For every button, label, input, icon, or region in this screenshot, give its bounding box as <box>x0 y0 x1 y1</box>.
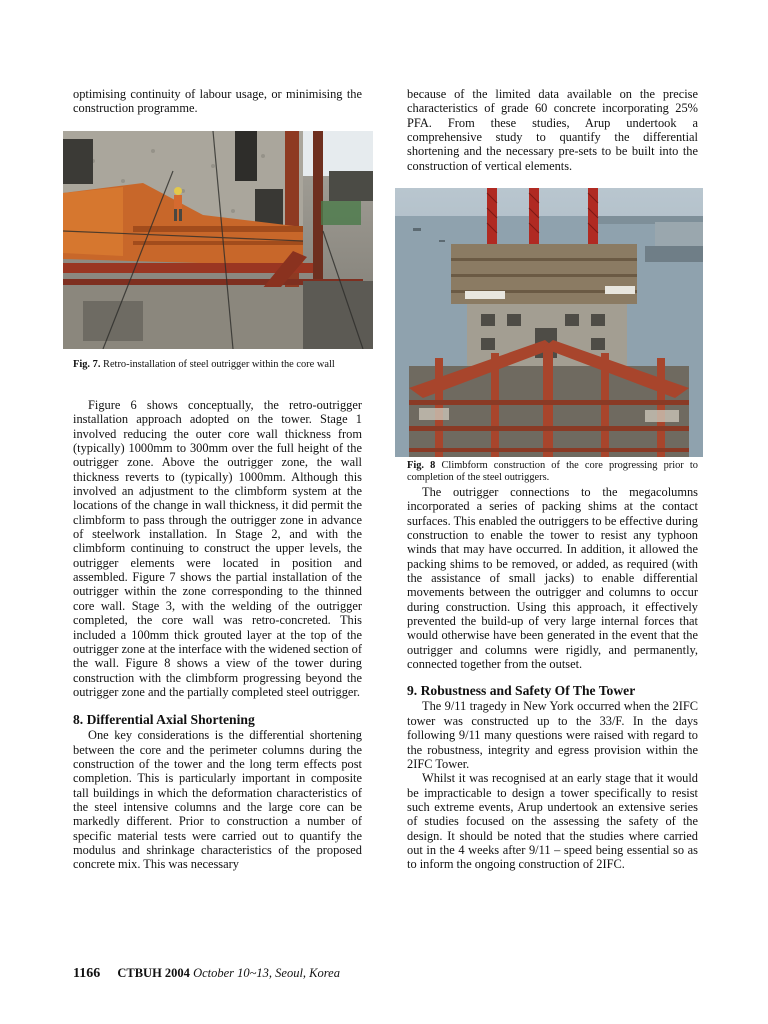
figure-7-caption <box>73 359 362 371</box>
paragraph-continuation-left: optimising continuity of labour usage, or minimising the construction programme. <box>73 87 362 116</box>
paragraph-whilst: Whilst it was recognised at an early stage that it would be impracticable to design a tower specifically to resist such extreme events, Arup undertook an extensive series of studies focused on the assessing the safety of the design. It should be noted that the studies where carried out in the 4 weeks after 9/11 – speed being essential so as to inform the ongoing construction of 2IFC. <box>407 771 698 872</box>
left-column-top <box>73 87 362 116</box>
conference-date-place: October 10~13, Seoul, Korea <box>193 966 340 980</box>
page-footer <box>73 966 340 982</box>
figure-7-caption-text: Retro-installation of steel outrigger within the core wall <box>100 359 335 370</box>
figure-7-photo <box>63 131 373 349</box>
section-9-heading: 9. Robustness and Safety Of The Tower <box>407 683 636 699</box>
paragraph-figure-6: Figure 6 shows conceptually, the retro-outrigger installation approach adopted on the tower. Stage 1 involved reducing the outer core wall thickness from (typically) 1000mm to 300mm over the full height of the outrigger zone. Above the outrigger zone, the wall thickness reverts to (typically) 1000mm. Although this involved an adjustment to the climbform system at the locations of the change in wall thickness, it did permit the climbform to pass through the outrigger zone in advance of steelwork installation. In Stage 2, and with the climbform continuing to construct the upper levels, the outrigger elements were located in position and assembled. Figure 7 shows the partial installation of the outrigger within the zone corresponding to the thinned core wall. Stage 3, with the welding of the outrigger completed, the core wall was retro-concreted. This included a 100mm thick grouted layer at the top of the outrigger zone at the interface with the widened section of the wall. Figure 8 shows a view of the tower during construction with the climbform progressing beyond the outrigger zone and the partially completed steel outrigger. <box>73 398 362 699</box>
right-column-body <box>407 485 698 872</box>
figure-7-label: Fig. 7. <box>73 359 101 370</box>
paragraph-9-11: The 9/11 tragedy in New York occurred when the 2IFC tower was constructed up to the 33/F. In the days following 9/11 many questions were raised with regard to the robustness, integrity and egress provision within the 2IFC Tower. <box>407 699 698 771</box>
conference-name: CTBUH 2004 <box>117 966 190 980</box>
right-column-top <box>407 87 698 173</box>
section-8-heading: 8. Differential Axial Shortening <box>73 712 255 728</box>
figure-8-caption-text: Climbform construction of the core progressing prior to completion of the steel outriggers. <box>407 460 698 483</box>
left-column-body <box>73 398 362 872</box>
figure-8-caption <box>407 460 698 484</box>
paragraph-continuation-right: because of the limited data available on the precise characteristics of grade 60 concrete incorporating 25% PFA. From these studies, Arup undertook a comprehensive study to quantify the differential shortening and the necessary pre-sets to be built into the construction of vertical elements. <box>407 87 698 173</box>
figure-8-photo <box>395 188 703 457</box>
page-number: 1166 <box>73 966 101 981</box>
paragraph-outrigger-connections: The outrigger connections to the megacolumns incorporated a series of packing shims at the contact surfaces. This enabled the outriggers to be effective during construction to enable the tower to resist any typhoon winds that may have occurred. In addition, it allowed the packing shims to be removed, or added, as required (with the assistance of small jacks) to enable differential movements between the outrigger and columns to occur during construction. Using this approach, it effectively prevented the build-up of very large internal forces that would otherwise have been generated in the event that the outrigger and columns were rigidly, and permanently, connected together from the outset. <box>407 485 698 672</box>
paragraph-section-8: One key considerations is the differential shortening between the core and the perimeter columns during the construction of the tower and the long term effects post completion. This is particularly important in composite tall buildings in which the deformation characteristics of the steel intensive columns and the large core can be markedly different. Prior to construction a number of specific material tests were carried out to quantify the modulus and shrinkage characteristics of the proposed concrete mix. This was necessary <box>73 728 362 872</box>
figure-8-label: Fig. 8 <box>407 460 436 471</box>
